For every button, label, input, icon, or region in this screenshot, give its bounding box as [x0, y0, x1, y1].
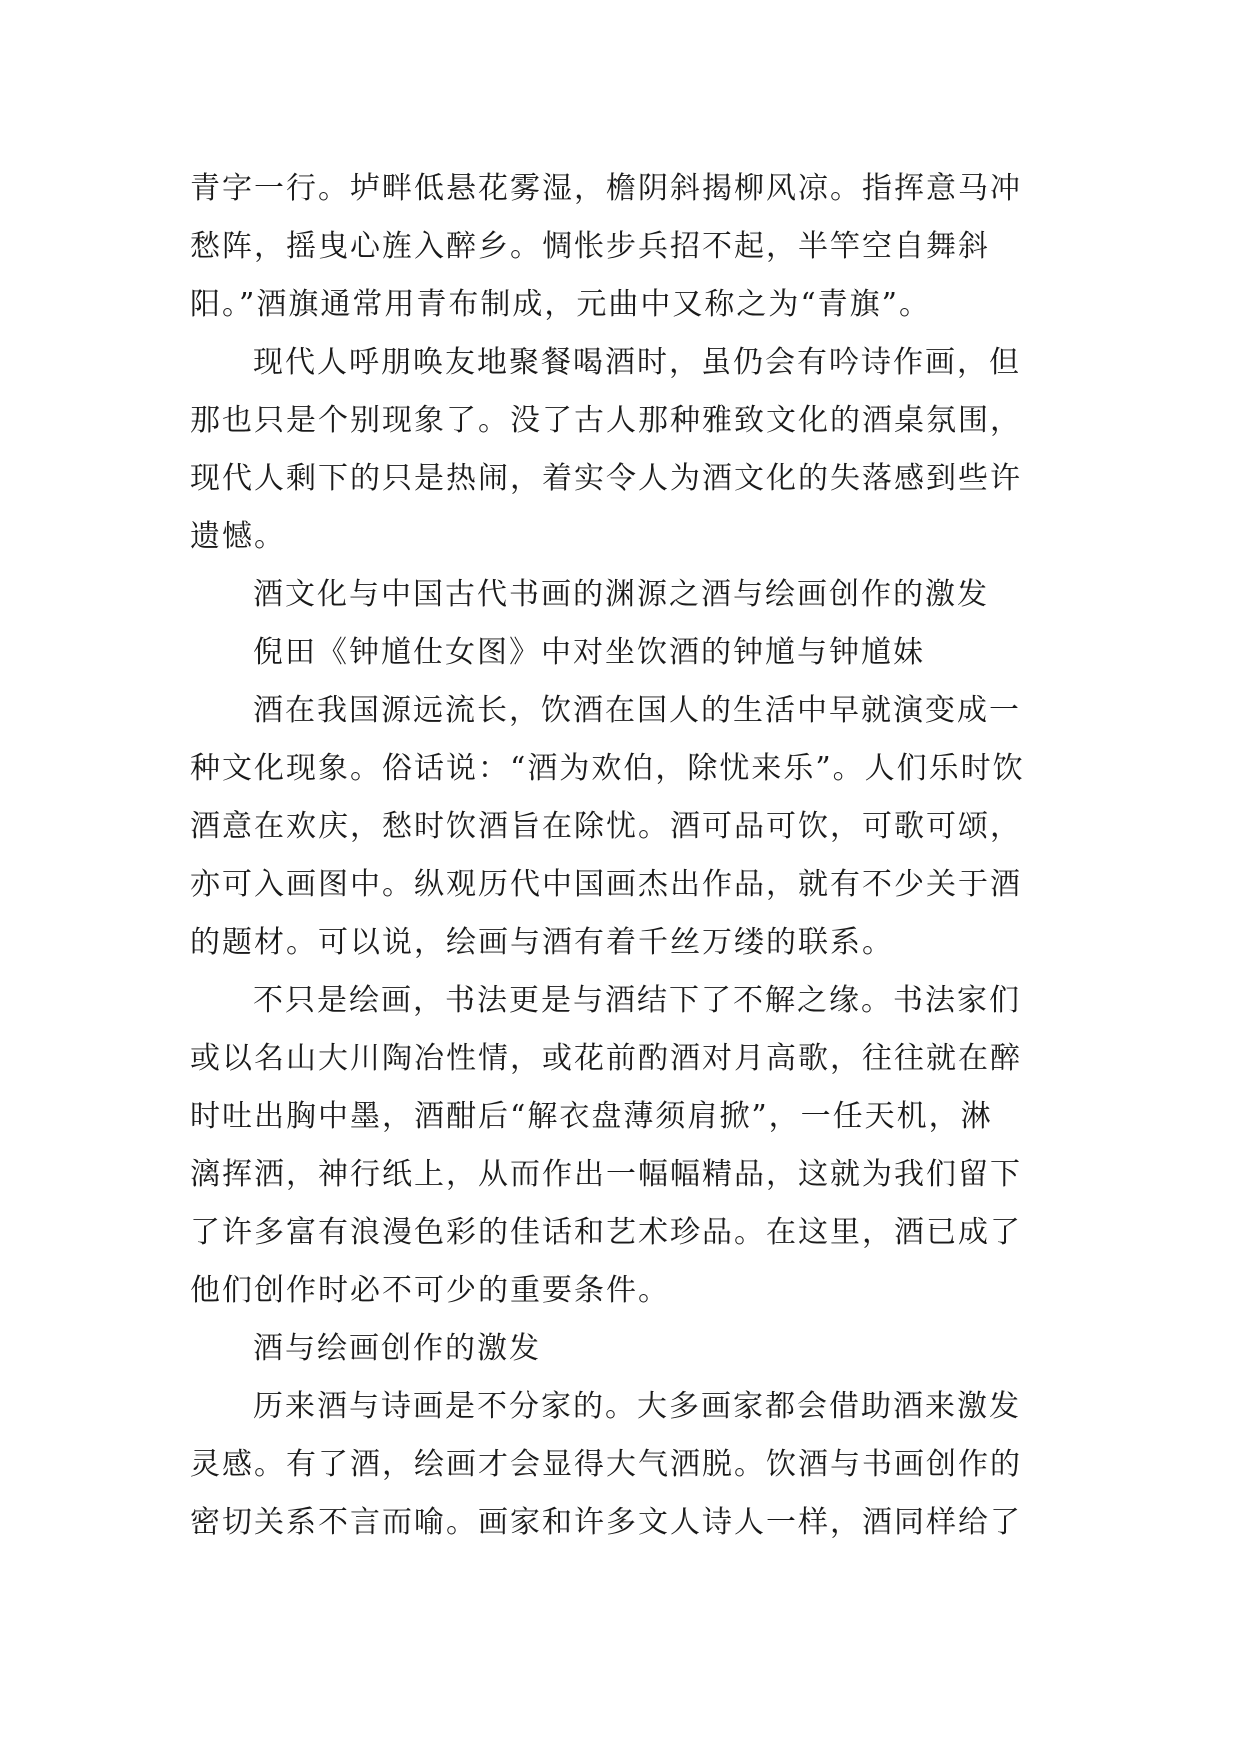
subheading-line: 酒与绘画创作的激发: [253, 1331, 541, 1366]
text-line-20: 他们创作时必不可少的重要条件。: [190, 1273, 670, 1308]
text-line-3: 阳。”酒旗通常用青布制成，元曲中又称之为“青旗”。: [190, 287, 932, 322]
text-line-18: 漓挥洒，神行纸上，从而作出一幅幅精品，这就为我们留下: [190, 1157, 1022, 1192]
text-line-7: 遗憾。: [190, 519, 286, 554]
text-line-16: 或以名山大川陶冶性情，或花前酌酒对月高歌，往往就在醉: [190, 1041, 1022, 1076]
body-text: [190, 160, 1060, 1552]
text-line-13: 亦可入画图中。纵观历代中国画杰出作品，就有不少关于酒: [190, 867, 1022, 902]
text-line-4: 现代人呼朋唤友地聚餐喝酒时，虽仍会有吟诗作画，但: [253, 345, 1021, 380]
text-line-1: 青字一行。垆畔低悬花雾湿，檐阴斜揭柳风凉。指挥意马冲: [190, 171, 1022, 206]
text-line-22: 历来酒与诗画是不分家的。大多画家都会借助酒来激发: [253, 1389, 1021, 1424]
section-heading-line: 酒文化与中国古代书画的渊源之酒与绘画创作的激发: [253, 577, 989, 612]
text-line-15: 不只是绘画，书法更是与酒结下了不解之缘。书法家们: [253, 983, 1021, 1018]
text-line-10: 酒在我国源远流长，饮酒在国人的生活中早就演变成一: [253, 693, 1021, 728]
text-line-6: 现代人剩下的只是热闹，着实令人为酒文化的失落感到些许: [190, 461, 1022, 496]
text-line-14: 的题材。可以说，绘画与酒有着千丝万缕的联系。: [190, 925, 894, 960]
text-line-12: 酒意在欢庆，愁时饮酒旨在除忧。酒可品可饮，可歌可颂，: [190, 809, 1022, 844]
text-line-17: 时吐出胸中墨，酒酣后“解衣盘薄须肩掀”，一任天机，淋: [190, 1099, 993, 1134]
image-caption-line: 倪田《钟馗仕女图》中对坐饮酒的钟馗与钟馗妹: [253, 635, 925, 670]
text-line-19: 了许多富有浪漫色彩的佳话和艺术珍品。在这里，酒已成了: [190, 1215, 1022, 1250]
text-line-24: 密切关系不言而喻。画家和许多文人诗人一样，酒同样给了: [190, 1505, 1022, 1540]
text-line-5: 那也只是个别现象了。没了古人那种雅致文化的酒桌氛围，: [190, 403, 1022, 438]
text-line-11: 种文化现象。俗话说：“酒为欢伯，除忧来乐”。人们乐时饮: [190, 751, 1025, 786]
text-line-23: 灵感。有了酒，绘画才会显得大气洒脱。饮酒与书画创作的: [190, 1447, 1022, 1482]
text-line-2: 愁阵，摇曳心旌入醉乡。惆怅步兵招不起，半竿空自舞斜: [190, 229, 990, 264]
